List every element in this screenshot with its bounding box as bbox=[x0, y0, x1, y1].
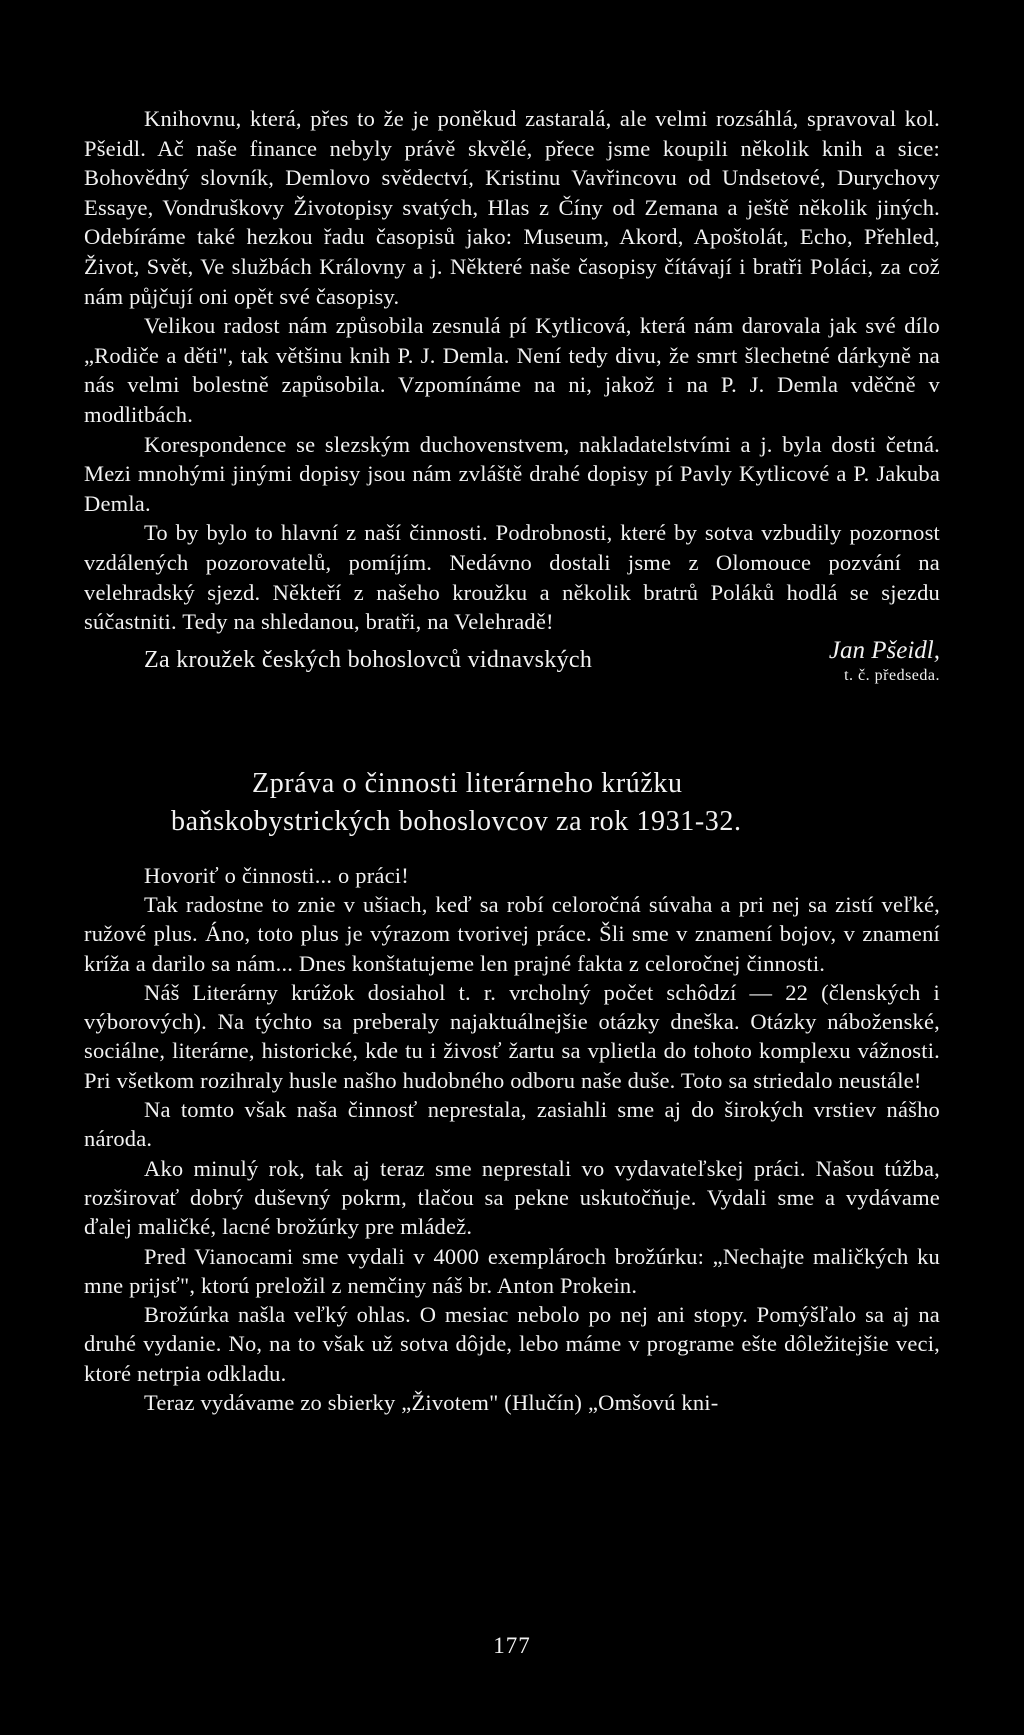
paragraph: Pred Vianocami sme vydali v 4000 exemplároch brožúrku: „Nechajte maličkých ku mne prijsť", ktorú preložil z nemčiny náš br. Anton Prokein. bbox=[84, 1243, 940, 1298]
paragraph: Hovoriť o činnosti... o práci! bbox=[144, 862, 409, 888]
paragraph: Brožúrka našla veľký ohlas. O mesiac nebolo po nej ani stopy. Pomýšľalo sa aj na druhé vydanie. No, na to však už sotva dôjde, lebo máme v programe ešte dôležitejšie veci, ktoré netrpia odkladu. bbox=[84, 1302, 940, 1386]
section-czech-report bbox=[84, 104, 940, 699]
paragraph: Teraz vydávame zo sbierky „Životem" (Hlučín) „Omšovú kni- bbox=[144, 1390, 719, 1416]
paragraph: Knihovnu, která, přes to že je poněkud zastaralá, ale velmi rozsáhlá, spravoval kol. Pšeidl. Ač naše finance nebyly právě skvělé, přece jsme koupili několik knih a sice: Bohovědný slovník, Demlovo svědectví, Kristinu Vavřincovu od Undsetové, Durychovy Essaye, Vondruškovy Životopisy svatých, Hlas z Číny od Zemana a ještě několik jiných. Odebíráme také hezkou řadu časopisů jako: Museum, Akord, Apoštolát, Echo, Přehled, Život, Svět, Ve službách Královny a j. Některé naše časopisy čítávají i bratři Poláci, za což nám půjčují oni opět své časopisy. bbox=[84, 106, 940, 309]
paragraph: Velikou radost nám způsobila zesnulá pí Kytlicová, která nám darovala jak své dílo „Rodiče a děti", tak většinu knih P. J. Demla. Není tedy divu, že smrt šlechetné dárkyně na nás velmi bolestně zapůsobila. Vzpomínáme na ni, jakož i na P. J. Demla vděčně v modlitbách. bbox=[84, 313, 940, 427]
section-slovak-report bbox=[84, 765, 940, 1418]
signature-organization: Za kroužek českých bohoslovců vidnavských bbox=[144, 646, 593, 673]
paragraph: Tak radostne to znie v ušiach, keď sa robí celoročná súvaha a pri nej sa zistí veľké, ružové plus. Áno, toto plus je výrazom tvorivej práce. Šli sme v znamení bojov, v znamení kríža a darilo sa nám... Dnes konštatujeme len prajné fakta z celoročnej činnosti. bbox=[84, 891, 940, 976]
page-number: 177 bbox=[493, 1633, 531, 1658]
paragraph: Korespondence se slezským duchovenstvem, nakladatelstvími a j. byla dosti četná. Mezi mnohými jinými dopisy jsou nám zvláště drahé dopisy pí Pavly Kytlicové a P. Jakuba Demla. bbox=[84, 431, 940, 516]
section-heading-line2: baňskobystrických bohoslovcov za rok 1931-32. bbox=[171, 805, 742, 837]
paragraph: Náš Literárny krúžok dosiahol t. r. vrcholný počet schôdzí — 22 (členských i výborových). Na týchto sa preberaly najaktuálnejšie otázky dneška. Otázky náboženské, sociálne, literárne, historické, kde tu i živosť žartu sa vplietla do tohoto komplexu vážnosti. Pri všetkom rozihraly husle našho hudobného odboru naše duše. Toto sa striedalo neustále! bbox=[84, 979, 940, 1093]
section-heading-line1: Zpráva o činnosti literárneho krúžku bbox=[252, 767, 683, 799]
signature-role: t. č. předseda. bbox=[844, 666, 940, 684]
signature-block bbox=[84, 637, 940, 699]
paragraph: To by bylo to hlavní z naší činnosti. Podrobnosti, které by sotva vzbudily pozornost vzdálených pozorovatelů, pomíjím. Nedávno dostali jsme z Olomouce pozvání na velehradský sjezd. Někteří z našeho kroužku a několik bratrů Poláků hodlá se sjezdu súčastniti. Tedy na shledanou, bratři, na Velehradě! bbox=[84, 520, 940, 635]
page-content bbox=[84, 104, 940, 1417]
paragraph: Ako minulý rok, tak aj teraz sme neprestali vo vydavateľskej práci. Našou túžba, rozširovať dobrý duševný pokrm, tlačou sa pekne uskutočňuje. Vydali sme a vydávame ďalej maličké, lacné brožúrky pre mládež. bbox=[84, 1155, 940, 1240]
signature-name: Jan Pšeidl, bbox=[828, 636, 940, 664]
paragraph: Na tomto však naša činnosť neprestala, zasiahli sme aj do širokých vrstiev nášho národa. bbox=[84, 1097, 940, 1152]
